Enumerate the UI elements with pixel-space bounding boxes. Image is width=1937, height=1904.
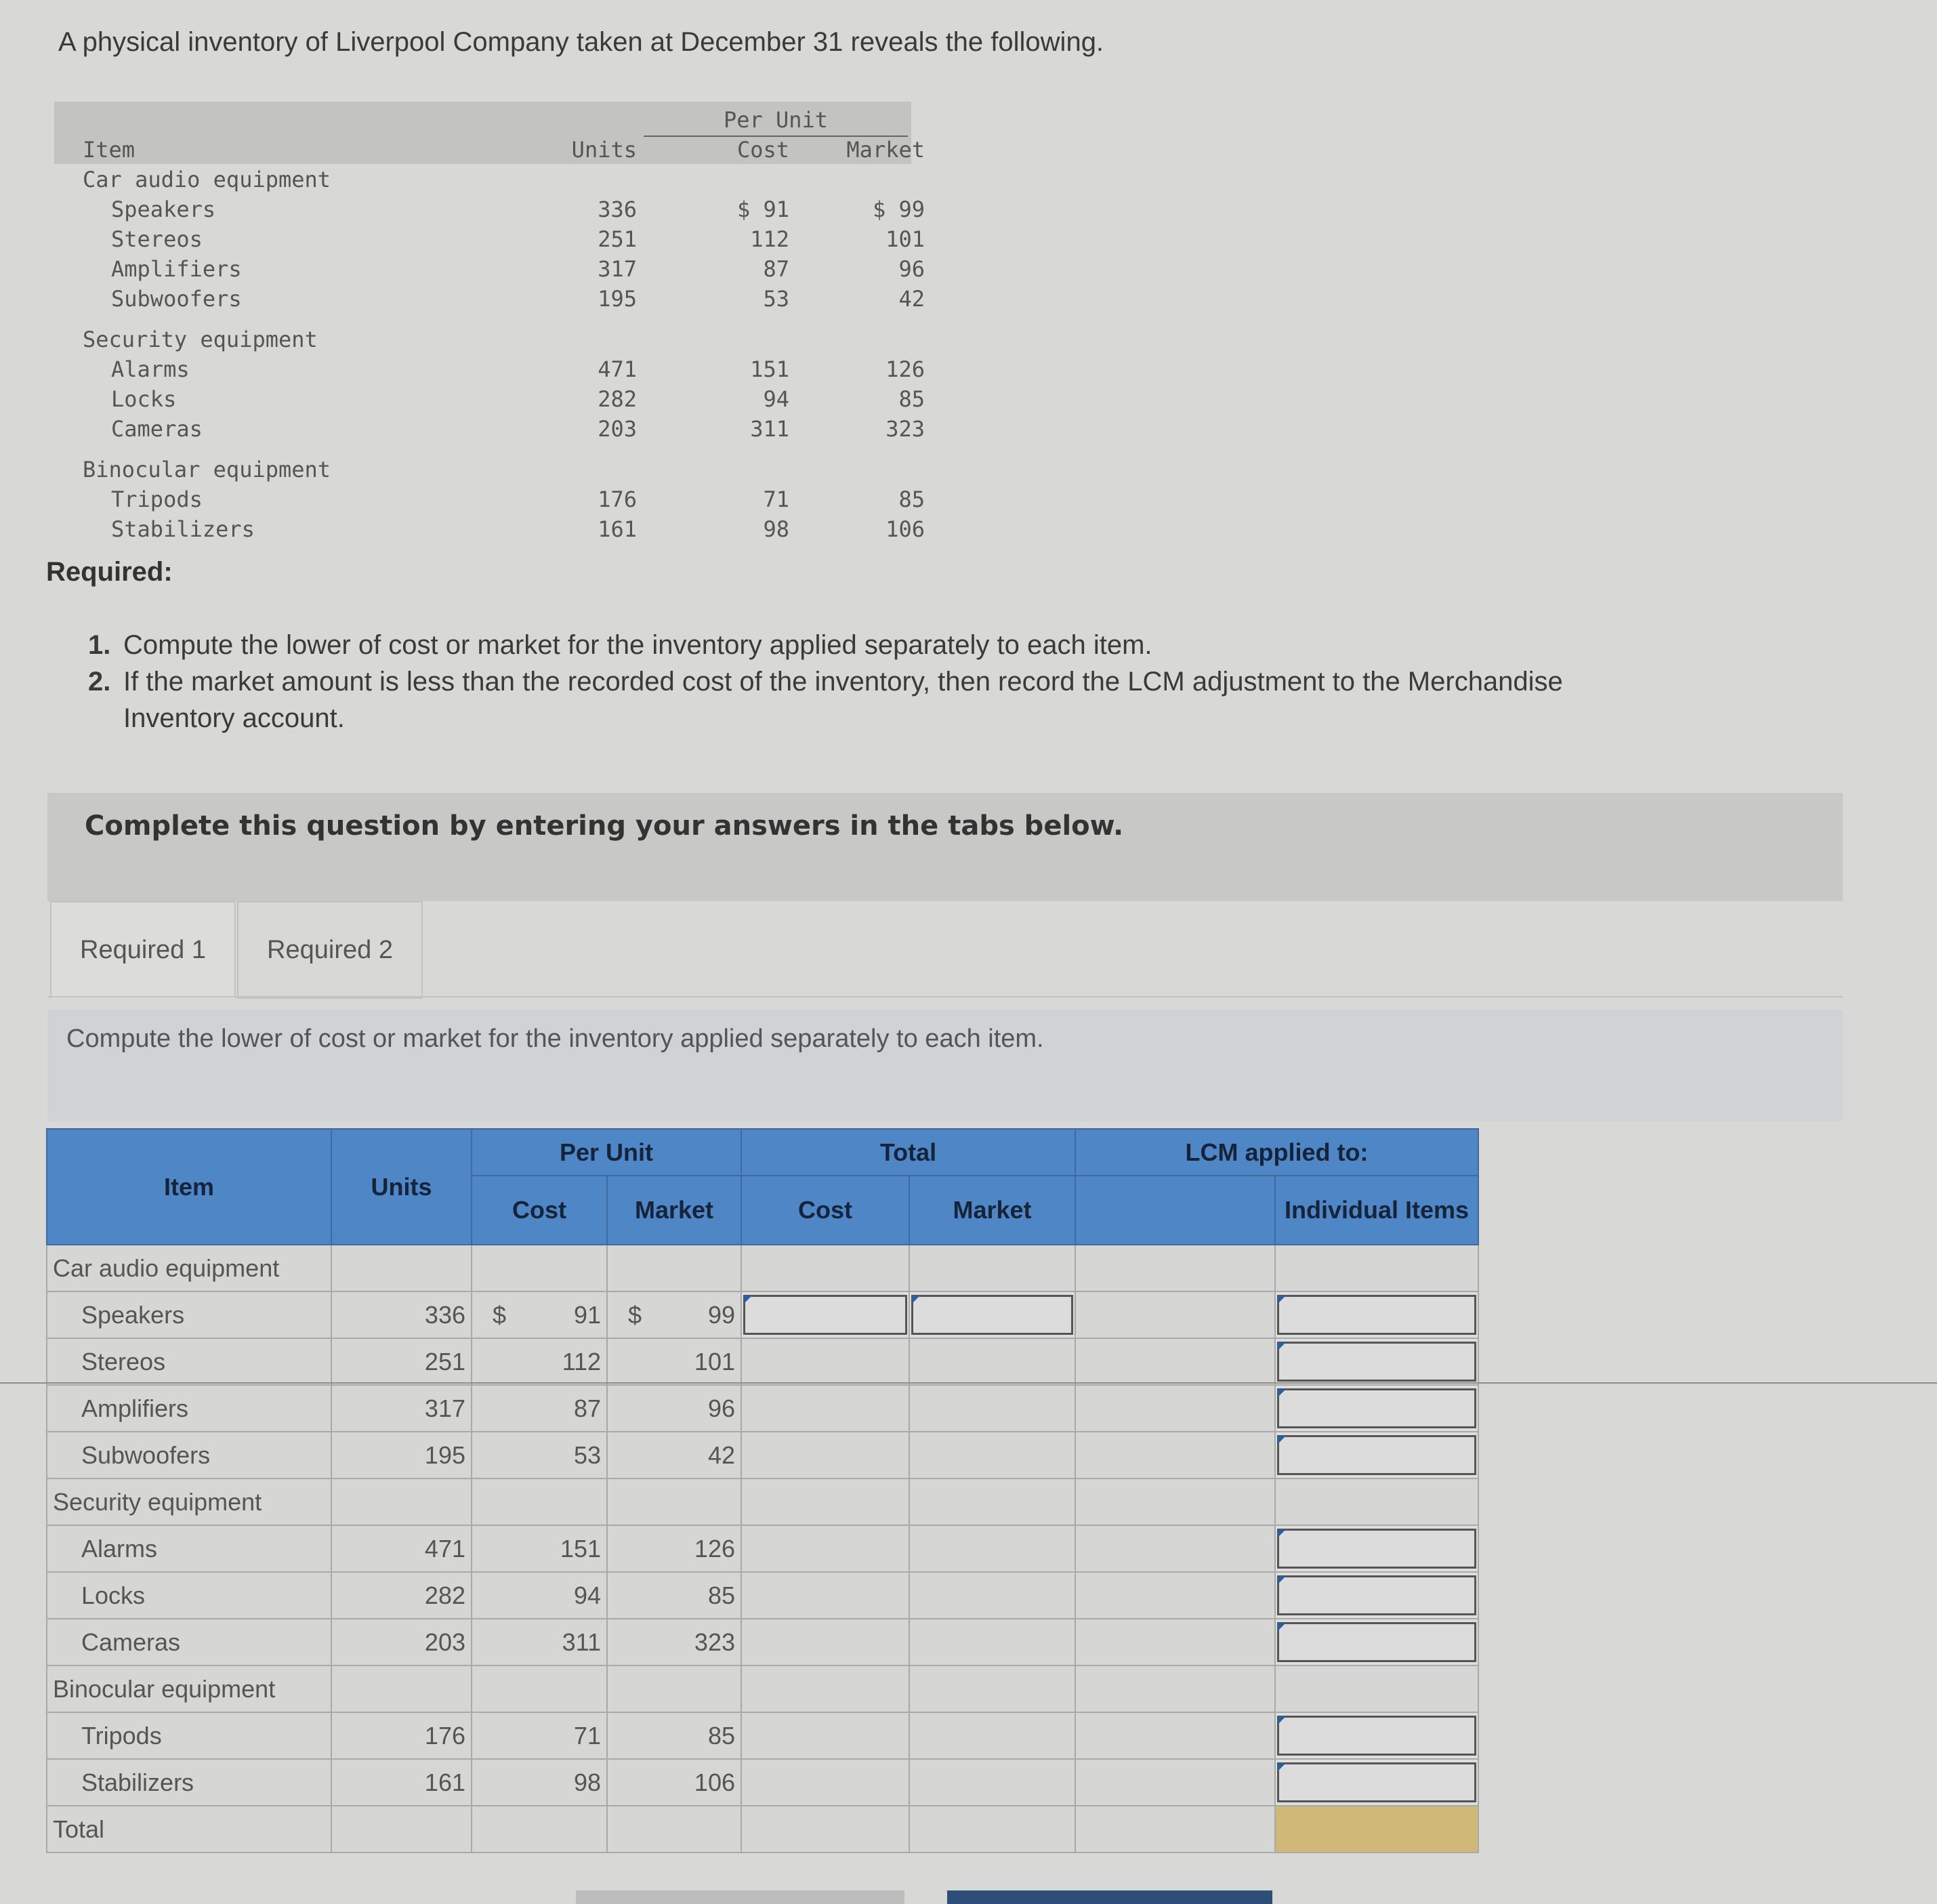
given-item-label: Stereos xyxy=(111,226,203,252)
tab-required-1[interactable]: Required 1 xyxy=(50,901,236,999)
group-row xyxy=(47,1665,1478,1712)
units-cell xyxy=(331,1385,472,1432)
empty-cell xyxy=(1075,1478,1275,1525)
item-label: Cameras xyxy=(47,1619,331,1665)
unit-cost-cell-value: 53 xyxy=(573,1441,601,1469)
item-label: Stereos xyxy=(47,1338,331,1385)
lcm-blank-cell xyxy=(1075,1291,1275,1338)
col-total: Total xyxy=(741,1129,1075,1176)
given-item-label: Tripods xyxy=(111,487,203,512)
units-cell xyxy=(331,1525,472,1572)
units-cell-value: 195 xyxy=(424,1441,465,1469)
total-cost-cell xyxy=(741,1525,909,1572)
table-row xyxy=(47,1291,1478,1338)
total-cost-cell xyxy=(741,1712,909,1759)
total-market-cell xyxy=(909,1291,1075,1338)
total-cost-input[interactable] xyxy=(743,1295,907,1335)
lcm-blank-cell xyxy=(1075,1432,1275,1478)
individual-items-input[interactable] xyxy=(1277,1529,1476,1569)
given-item-label: Cameras xyxy=(111,416,203,442)
total-market-input[interactable] xyxy=(911,1295,1073,1335)
total-cost-cell xyxy=(741,1432,909,1478)
total-empty-cell xyxy=(909,1806,1075,1853)
individual-items-cell xyxy=(1275,1759,1478,1806)
unit-cost-cell xyxy=(472,1432,607,1478)
item-label: Stabilizers xyxy=(47,1759,331,1806)
item-label: Tripods xyxy=(47,1712,331,1759)
empty-cell xyxy=(741,1245,909,1291)
col-individual-items: Individual Items xyxy=(1275,1176,1478,1245)
total-cost-cell xyxy=(741,1291,909,1338)
given-item-row xyxy=(54,354,925,384)
given-units-value: 176 xyxy=(598,487,637,512)
unit-market-cell-value: 85 xyxy=(707,1581,735,1609)
units-cell xyxy=(331,1619,472,1665)
empty-cell xyxy=(472,1245,607,1291)
empty-cell xyxy=(909,1245,1075,1291)
given-item-row xyxy=(54,413,925,443)
lcm-blank-cell xyxy=(1075,1619,1275,1665)
unit-cost-cell-value: 112 xyxy=(562,1347,601,1375)
required-list xyxy=(88,627,1823,737)
empty-cell xyxy=(909,1478,1075,1525)
total-market-cell xyxy=(909,1572,1075,1619)
unit-cost-cell xyxy=(472,1572,607,1619)
units-cell xyxy=(331,1291,472,1338)
given-market-value: 323 xyxy=(886,416,925,442)
given-market-value: 42 xyxy=(898,286,925,312)
item-label: Car audio equipment xyxy=(47,1245,331,1291)
individual-items-input[interactable] xyxy=(1277,1716,1476,1756)
individual-items-input[interactable] xyxy=(1277,1575,1476,1615)
unit-market-cell-value: 85 xyxy=(707,1721,735,1750)
item-label: Security equipment xyxy=(47,1478,331,1525)
empty-cell xyxy=(741,1478,909,1525)
individual-items-cell xyxy=(1275,1385,1478,1432)
given-item-row xyxy=(54,484,925,514)
given-group-row xyxy=(54,454,911,484)
empty-cell xyxy=(1275,1665,1478,1712)
tab-required-2[interactable]: Required 2 xyxy=(237,901,423,999)
total-cost-cell xyxy=(741,1759,909,1806)
given-units-value: 161 xyxy=(598,516,637,542)
currency-symbol: $ xyxy=(493,1300,507,1329)
individual-items-input[interactable] xyxy=(1277,1435,1476,1475)
given-inventory-table xyxy=(54,102,925,543)
lcm-blank-cell xyxy=(1075,1759,1275,1806)
group-row xyxy=(47,1478,1478,1525)
item-label: Binocular equipment xyxy=(47,1665,331,1712)
empty-cell xyxy=(1275,1245,1478,1291)
given-item-row xyxy=(54,384,925,413)
item-label: Speakers xyxy=(47,1291,331,1338)
given-cost-value: 71 xyxy=(763,487,789,512)
unit-market-cell xyxy=(607,1385,741,1432)
col-total-market: Market xyxy=(909,1176,1075,1245)
lcm-blank-cell xyxy=(1075,1525,1275,1572)
units-cell-value: 336 xyxy=(424,1300,465,1329)
given-item-row xyxy=(54,514,925,543)
units-cell xyxy=(331,1338,472,1385)
given-cost-value: 94 xyxy=(763,386,789,412)
item-label: Alarms xyxy=(47,1525,331,1572)
item-label: Subwoofers xyxy=(47,1432,331,1478)
units-cell xyxy=(331,1759,472,1806)
units-cell xyxy=(331,1432,472,1478)
given-item-label: Speakers xyxy=(111,196,216,222)
prev-button[interactable] xyxy=(576,1890,904,1904)
unit-cost-cell-value: 94 xyxy=(573,1581,601,1609)
given-market-value: $ 99 xyxy=(872,196,925,222)
unit-market-cell-value: 99 xyxy=(707,1300,735,1329)
given-item-row xyxy=(54,194,925,224)
unit-cost-cell xyxy=(472,1759,607,1806)
total-cost-cell xyxy=(741,1572,909,1619)
given-cost-value: 53 xyxy=(763,286,789,312)
lcm-blank-cell xyxy=(1075,1385,1275,1432)
empty-cell xyxy=(331,1478,472,1525)
required-item-2: 2. If the market amount is less than the recorded cost of the inventory, then record the LCM adjustment to the Merchandise xyxy=(88,667,1563,697)
total-empty-cell xyxy=(1075,1806,1275,1853)
empty-cell xyxy=(607,1478,741,1525)
unit-cost-cell-value: 151 xyxy=(560,1534,601,1562)
individual-items-cell xyxy=(1275,1525,1478,1572)
empty-cell xyxy=(607,1665,741,1712)
given-item-label: Alarms xyxy=(111,356,190,382)
units-cell-value: 203 xyxy=(424,1628,465,1656)
unit-cost-cell xyxy=(472,1712,607,1759)
table-row xyxy=(47,1759,1478,1806)
given-cost-value: 311 xyxy=(750,416,789,442)
unit-market-cell xyxy=(607,1525,741,1572)
given-item-label: Security equipment xyxy=(83,327,318,352)
units-cell-value: 317 xyxy=(424,1394,465,1422)
empty-cell xyxy=(607,1245,741,1291)
market-header: Market xyxy=(846,137,925,163)
lcm-blank-cell xyxy=(1075,1572,1275,1619)
given-market-value: 126 xyxy=(886,356,925,382)
total-row xyxy=(47,1806,1478,1853)
given-cost-value: $ 91 xyxy=(736,196,789,222)
units-cell-value: 161 xyxy=(424,1768,465,1796)
given-cost-value: 112 xyxy=(750,226,789,252)
units-cell-value: 471 xyxy=(424,1534,465,1562)
given-item-row xyxy=(54,224,925,253)
lcm-blank-cell xyxy=(1075,1338,1275,1385)
given-units-value: 471 xyxy=(598,356,637,382)
individual-items-input[interactable] xyxy=(1277,1762,1476,1802)
problem-intro: A physical inventory of Liverpool Company taken at December 31 reveals the following. xyxy=(58,27,1104,57)
given-market-value: 96 xyxy=(898,256,925,282)
col-lcm-blank xyxy=(1075,1176,1275,1245)
unit-market-cell xyxy=(607,1338,741,1385)
currency-symbol: $ xyxy=(628,1300,642,1329)
total-label: Total xyxy=(47,1806,331,1853)
given-group-row xyxy=(54,164,911,194)
individual-items-input[interactable] xyxy=(1277,1295,1476,1335)
given-item-label: Subwoofers xyxy=(111,286,242,312)
given-cost-value: 98 xyxy=(763,516,789,542)
given-market-value: 106 xyxy=(886,516,925,542)
given-item-label: Locks xyxy=(111,386,177,412)
total-market-cell xyxy=(909,1759,1075,1806)
total-market-cell xyxy=(909,1432,1075,1478)
col-per-unit-market: Market xyxy=(607,1176,741,1245)
individual-items-cell xyxy=(1275,1619,1478,1665)
divider xyxy=(0,1382,1937,1384)
total-market-cell xyxy=(909,1712,1075,1759)
given-item-label: Binocular equipment xyxy=(83,457,331,482)
item-label: Amplifiers xyxy=(47,1385,331,1432)
unit-market-cell-value: 126 xyxy=(694,1534,735,1562)
individual-items-cell xyxy=(1275,1338,1478,1385)
unit-cost-cell-value: 98 xyxy=(573,1768,601,1796)
total-cost-cell xyxy=(741,1338,909,1385)
unit-cost-cell xyxy=(472,1291,607,1338)
individual-items-cell xyxy=(1275,1572,1478,1619)
required-item-2-cont: Inventory account. xyxy=(123,703,345,733)
individual-items-input[interactable] xyxy=(1277,1388,1476,1428)
individual-items-input[interactable] xyxy=(1277,1622,1476,1662)
item-label: Locks xyxy=(47,1572,331,1619)
table-row xyxy=(47,1712,1478,1759)
unit-market-cell-value: 323 xyxy=(694,1628,735,1656)
given-group-row xyxy=(54,324,911,354)
unit-cost-cell xyxy=(472,1338,607,1385)
given-cost-value: 87 xyxy=(763,256,789,282)
given-market-value: 85 xyxy=(898,487,925,512)
given-item-row xyxy=(54,283,925,313)
given-item-label: Stabilizers xyxy=(111,516,255,542)
total-empty-cell xyxy=(472,1806,607,1853)
given-units-value: 195 xyxy=(598,286,637,312)
col-per-unit-cost: Cost xyxy=(472,1176,607,1245)
answer-table xyxy=(46,1128,1479,1853)
given-market-value: 85 xyxy=(898,386,925,412)
individual-items-cell xyxy=(1275,1712,1478,1759)
col-per-unit: Per Unit xyxy=(472,1129,741,1176)
units-cell-value: 251 xyxy=(424,1347,465,1375)
unit-market-cell-value: 42 xyxy=(707,1441,735,1469)
given-item-label: Car audio equipment xyxy=(83,167,331,192)
unit-market-cell xyxy=(607,1712,741,1759)
required-item-1: 1. Compute the lower of cost or market for the inventory applied separately to each item. xyxy=(88,630,1152,660)
unit-market-cell-value: 106 xyxy=(694,1768,735,1796)
col-lcm: LCM applied to: xyxy=(1075,1129,1478,1176)
given-market-value: 101 xyxy=(886,226,925,252)
instruction-banner: Complete this question by entering your answers in the tabs below. xyxy=(47,793,1843,901)
lcm-blank-cell xyxy=(1075,1712,1275,1759)
item-header: Item xyxy=(83,137,136,163)
units-cell-value: 176 xyxy=(424,1721,465,1750)
empty-cell xyxy=(331,1245,472,1291)
empty-cell xyxy=(741,1665,909,1712)
table-row xyxy=(47,1619,1478,1665)
unit-market-cell xyxy=(607,1291,741,1338)
table-row xyxy=(47,1432,1478,1478)
unit-cost-cell xyxy=(472,1525,607,1572)
total-empty-cell xyxy=(331,1806,472,1853)
empty-cell xyxy=(472,1665,607,1712)
unit-cost-cell xyxy=(472,1619,607,1665)
unit-cost-cell-value: 87 xyxy=(573,1394,601,1422)
unit-cost-cell-value: 91 xyxy=(573,1300,601,1329)
col-item: Item xyxy=(47,1129,331,1245)
individual-items-input[interactable] xyxy=(1277,1342,1476,1382)
table-row xyxy=(47,1338,1478,1385)
total-market-cell xyxy=(909,1385,1075,1432)
unit-market-cell-value: 96 xyxy=(707,1394,735,1422)
empty-cell xyxy=(472,1478,607,1525)
group-row xyxy=(47,1245,1478,1291)
empty-cell xyxy=(1275,1478,1478,1525)
total-market-cell xyxy=(909,1525,1075,1572)
table-row xyxy=(47,1385,1478,1432)
total-market-cell xyxy=(909,1338,1075,1385)
given-units-value: 203 xyxy=(598,416,637,442)
cost-header: Cost xyxy=(736,137,789,163)
unit-market-cell xyxy=(607,1619,741,1665)
unit-cost-cell-value: 311 xyxy=(562,1628,601,1656)
total-empty-cell xyxy=(741,1806,909,1853)
units-header: Units xyxy=(571,137,637,163)
col-total-cost: Cost xyxy=(741,1176,909,1245)
required-heading: Required: xyxy=(46,557,173,587)
unit-market-cell xyxy=(607,1432,741,1478)
given-item-label: Amplifiers xyxy=(111,256,242,282)
total-cost-cell xyxy=(741,1619,909,1665)
unit-market-cell xyxy=(607,1759,741,1806)
individual-items-cell xyxy=(1275,1432,1478,1478)
given-cost-value: 151 xyxy=(750,356,789,382)
unit-cost-cell-value: 71 xyxy=(573,1721,601,1750)
unit-market-cell-value: 101 xyxy=(694,1347,735,1375)
unit-cost-cell xyxy=(472,1385,607,1432)
units-cell xyxy=(331,1712,472,1759)
tab-instruction: Compute the lower of cost or market for the inventory applied separately to each item. xyxy=(47,1010,1843,1121)
given-units-value: 336 xyxy=(598,196,637,222)
empty-cell xyxy=(331,1665,472,1712)
given-units-value: 251 xyxy=(598,226,637,252)
given-item-row xyxy=(54,253,925,283)
given-units-value: 282 xyxy=(598,386,637,412)
empty-cell xyxy=(1075,1665,1275,1712)
units-cell-value: 282 xyxy=(424,1581,465,1609)
next-button[interactable] xyxy=(947,1890,1272,1904)
empty-cell xyxy=(1075,1245,1275,1291)
given-units-value: 317 xyxy=(598,256,637,282)
units-cell xyxy=(331,1572,472,1619)
total-individual-items-cell xyxy=(1275,1806,1478,1853)
per-unit-header: Per Unit xyxy=(723,107,829,133)
col-units: Units xyxy=(331,1129,472,1245)
table-row xyxy=(47,1572,1478,1619)
table-row xyxy=(47,1525,1478,1572)
given-table-header xyxy=(54,102,925,164)
unit-market-cell xyxy=(607,1572,741,1619)
total-cost-cell xyxy=(741,1385,909,1432)
total-empty-cell xyxy=(607,1806,741,1853)
total-market-cell xyxy=(909,1619,1075,1665)
empty-cell xyxy=(909,1665,1075,1712)
individual-items-cell xyxy=(1275,1291,1478,1338)
